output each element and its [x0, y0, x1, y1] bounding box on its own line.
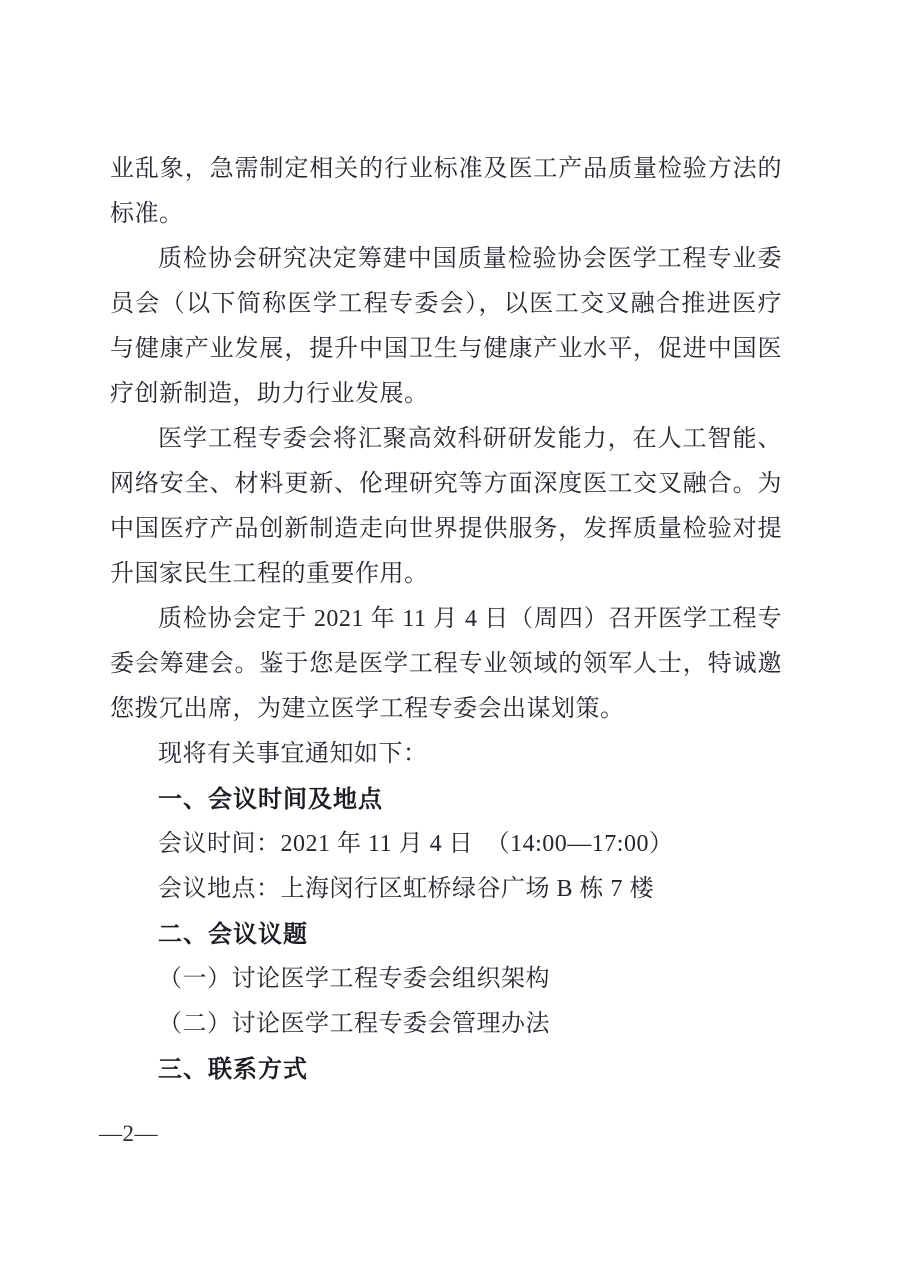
paragraph-notice-intro: 现将有关事宜通知如下： [158, 741, 428, 767]
section-heading-meeting-time-location: 一、会议时间及地点 [158, 786, 383, 813]
paragraph-continued-industry-standards: 业乱象，急需制定相关的行业标准及医工产品质量检验方法的标准。 [110, 156, 782, 227]
document-body [110, 147, 782, 1092]
line-meeting-time: 会议时间：2021 年 11 月 4 日 （14:00—17:00） [158, 831, 674, 857]
paragraph-meeting-invitation: 质检协会定于 2021 年 11 月 4 日（周四）召开医学工程专委会筹建会。鉴于您是医学工程专业领域的领军人士，特诚邀您拨冗出席，为建立医学工程专委会出谋划策。 [110, 606, 782, 722]
line-agenda-item-1: （一）讨论医学工程专委会组织架构 [158, 966, 550, 992]
paragraph-committee-establishment: 质检协会研究决定筹建中国质量检验协会医学工程专业委员会（以下简称医学工程专委会），以医工交叉融合推进医疗与健康产业发展，提升中国卫生与健康产业水平，促进中国医疗创新制造，助力行业发展。 [110, 246, 782, 407]
section-heading-meeting-agenda: 二、会议议题 [158, 921, 308, 948]
page-number: —2— [99, 1121, 158, 1146]
paragraph-committee-mission: 医学工程专委会将汇聚高效科研研发能力，在人工智能、网络安全、材料更新、伦理研究等方面深度医工交叉融合。为中国医疗产品创新制造走向世界提供服务，发挥质量检验对提升国家民生工程的重要作用。 [110, 426, 782, 587]
line-meeting-location: 会议地点：上海闵行区虹桥绿谷广场 B 栋 7 楼 [158, 876, 655, 902]
line-agenda-item-2: （二）讨论医学工程专委会管理办法 [158, 1011, 550, 1037]
section-heading-contact-info: 三、联系方式 [158, 1056, 308, 1083]
